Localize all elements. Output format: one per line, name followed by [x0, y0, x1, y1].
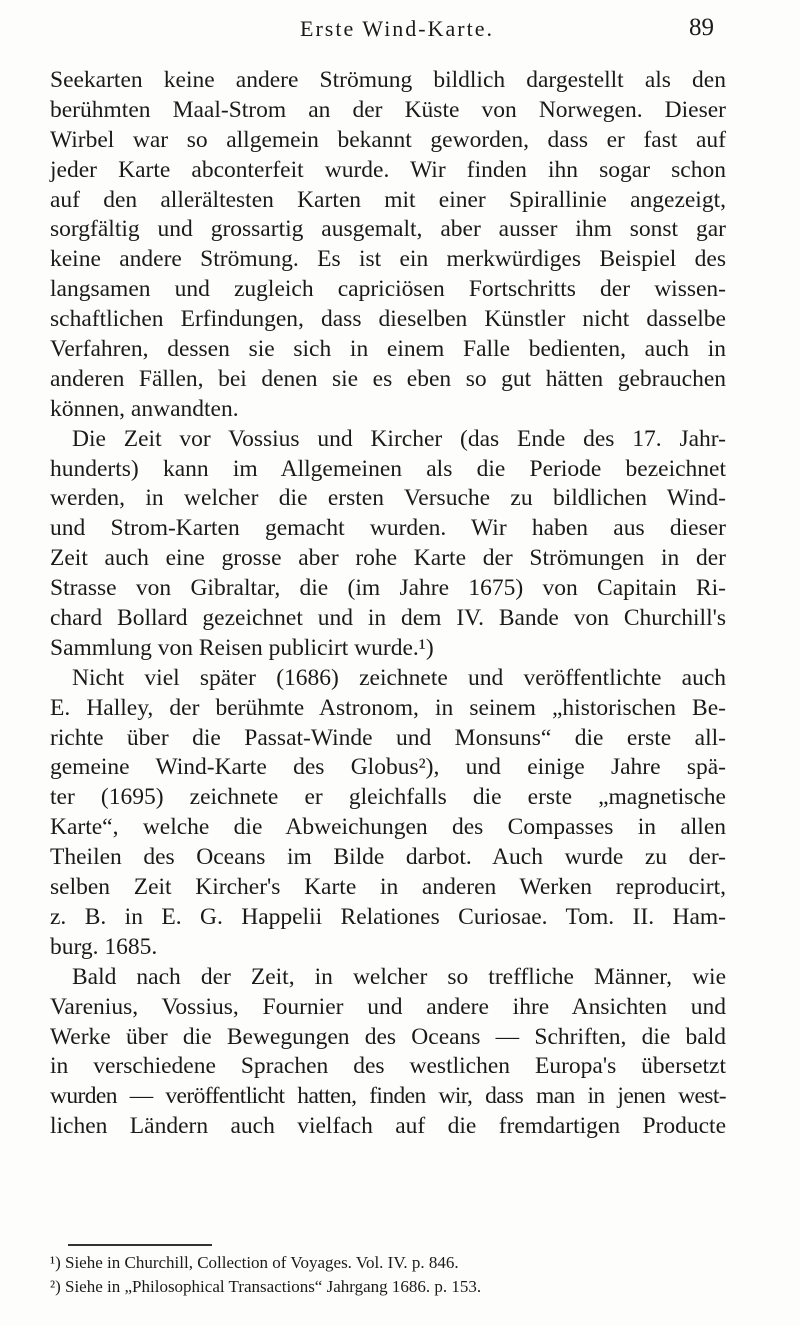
- text-line: chard Bollard gezeichnet und in dem IV. Bande von Churchill's: [50, 605, 726, 632]
- footnotes: [50, 1251, 726, 1299]
- text-line: anderen Fällen, bei denen sie es eben so gut hätten gebrauchen: [50, 365, 726, 392]
- footnote-divider: [68, 1244, 212, 1246]
- footnote: ¹) Siehe in Churchill, Collection of Voyages. Vol. IV. p. 846.: [50, 1253, 459, 1272]
- text-line: selben Zeit Kircher's Karte in anderen Werken reproducirt,: [50, 874, 726, 901]
- text-line: gemeine Wind-Karte des Globus²), und einige Jahre spä-: [50, 754, 726, 781]
- footnote: ²) Siehe in „Philosophical Transactions“ Jahrgang 1686. p. 153.: [50, 1277, 482, 1296]
- text-line: Bald nach der Zeit, in welcher so treffliche Männer, wie: [72, 963, 726, 990]
- text-line: werden, in welcher die ersten Versuche zu bildlichen Wind-: [50, 485, 726, 512]
- text-line: Karte“, welche die Abweichungen des Compasses in allen: [50, 814, 726, 841]
- text-line: jeder Karte abconterfeit wurde. Wir finden ihn sogar schon: [50, 156, 726, 183]
- text-line: keine andere Strömung. Es ist ein merkwürdiges Beispiel des: [50, 246, 726, 273]
- page-number: 89: [689, 14, 714, 41]
- text-line: wurden — veröffentlicht hatten, finden wir, dass man in jenen west-: [50, 1083, 726, 1110]
- text-line: Strasse von Gibraltar, die (im Jahre 1675) von Capitain Ri-: [50, 575, 726, 602]
- text-line: sorgfältig und grossartig ausgemalt, aber ausser ihm sonst gar: [50, 216, 726, 243]
- text-line: Varenius, Vossius, Fournier und andere ihre Ansichten und: [50, 993, 726, 1020]
- text-line: z. B. in E. G. Happelii Relationes Curiosae. Tom. II. Ham-: [50, 903, 726, 930]
- text-line: berühmten Maal-Strom an der Küste von Norwegen. Dieser: [50, 96, 726, 123]
- text-line: hunderts) kann im Allgemeinen als die Periode bezeichnet: [50, 455, 726, 482]
- text-line: können, anwandten.: [50, 395, 239, 422]
- text-line: Die Zeit vor Vossius und Kircher (das Ende des 17. Jahr-: [72, 425, 726, 452]
- text-line: in verschiedene Sprachen des westlichen Europa's übersetzt: [50, 1053, 726, 1080]
- text-line: burg. 1685.: [50, 933, 158, 960]
- text-line: lichen Ländern auch vielfach auf die fremdartigen Producte: [50, 1113, 726, 1140]
- text-line: Nicht viel später (1686) zeichnete und veröffentlichte auch: [72, 664, 726, 691]
- text-line: ter (1695) zeichnete er gleichfalls die erste „magnetische: [50, 784, 726, 811]
- text-line: Sammlung von Reisen publicirt wurde.¹): [50, 634, 434, 661]
- text-line: richte über die Passat-Winde und Monsuns“ die erste all-: [50, 724, 726, 751]
- text-line: Zeit auch eine grosse aber rohe Karte der Strömungen in der: [50, 545, 726, 572]
- text-line: Verfahren, dessen sie sich in einem Falle bedienten, auch in: [50, 336, 726, 363]
- text-line: E. Halley, der berühmte Astronom, in seinem „historischen Be-: [50, 694, 726, 721]
- text-line: langsamen und zugleich capriciösen Fortschritts der wissen-: [50, 276, 726, 303]
- text-line: schaftlichen Erfindungen, dass dieselben Künstler nicht dasselbe: [50, 306, 726, 333]
- text-line: Werke über die Bewegungen des Oceans — Schriften, die bald: [50, 1023, 726, 1050]
- text-line: Wirbel war so allgemein bekannt geworden, dass er fast auf: [50, 126, 726, 153]
- running-head: Erste Wind-Karte.: [300, 16, 494, 41]
- text-line: und Strom-Karten gemacht wurden. Wir haben aus dieser: [50, 515, 726, 542]
- body-text: [50, 66, 726, 1142]
- text-line: Seekarten keine andere Strömung bildlich dargestellt als den: [50, 67, 726, 93]
- text-line: Theilen des Oceans im Bilde darbot. Auch wurde zu der-: [50, 844, 726, 871]
- text-line: auf den allerältesten Karten mit einer Spirallinie angezeigt,: [50, 186, 726, 213]
